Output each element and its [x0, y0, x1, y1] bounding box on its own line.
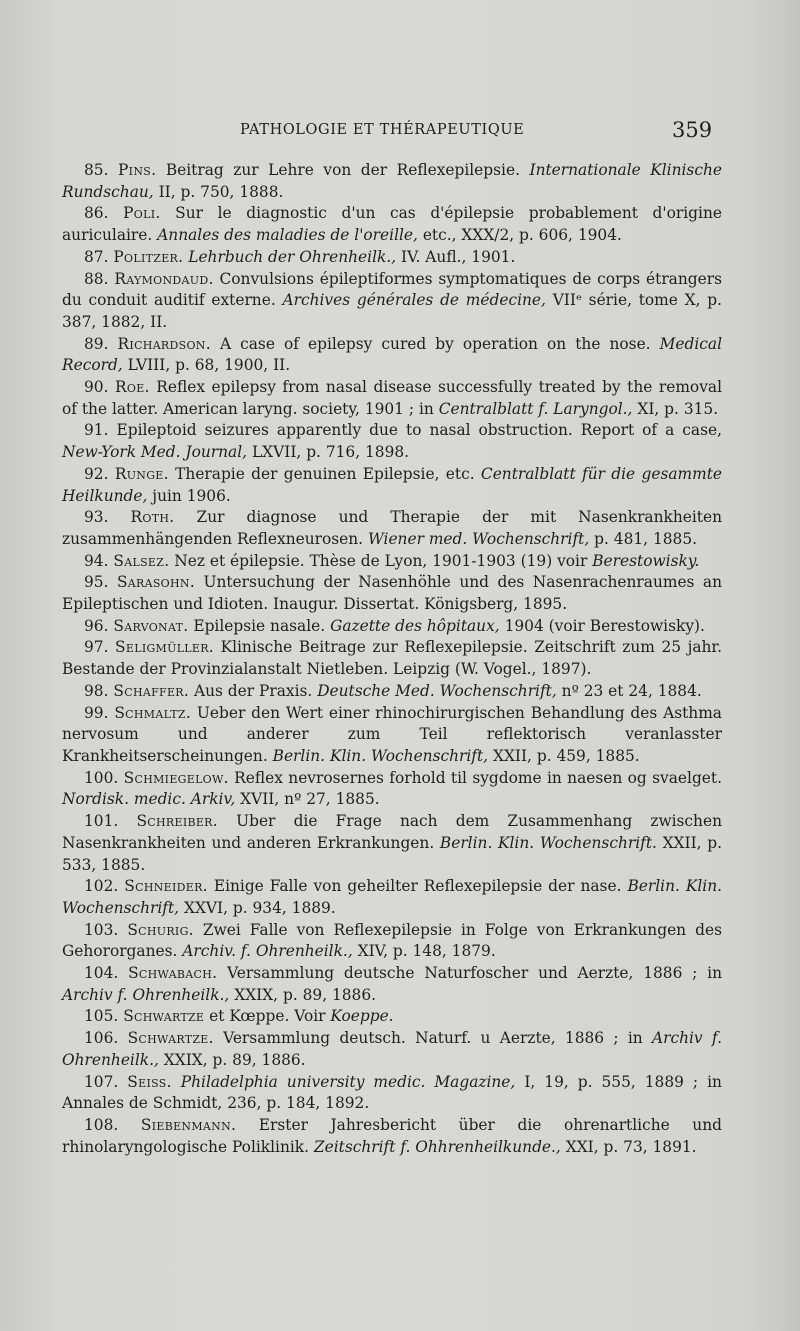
reference-title: Nez et épilepsie. Thèse de Lyon, 1901-1903 (19) voir [174, 551, 588, 570]
reference-author: Sarasohn. [116, 573, 196, 592]
reference-journal: Archives générales de médecine, [282, 291, 546, 310]
reference-title: Versammlung deutsche Naturfoscher und Aerzte, 1886 ; in [227, 964, 722, 983]
reference-journal: Koeppe. [330, 1007, 394, 1026]
reference-author: Schaffer. [113, 681, 190, 700]
reference-list [62, 160, 722, 1158]
reference-entry [62, 572, 722, 615]
reference-title: Klinische Beitrage zur Reflexepilepsie. Zeitschrift zum 25 jahr. Bestande der Provinzialanstalt Nietleben. Leipzig (W. Vogel., 1897). [62, 638, 722, 679]
reference-details: 1904 (voir Berestowisky). [504, 616, 705, 635]
reference-number: 106. [84, 1029, 119, 1048]
reference-number: 89. [84, 334, 109, 353]
reference-title: Sur le diagnostic d'un cas d'épilepsie probablement d'origine auriculaire. [62, 204, 722, 245]
reference-details: LVIII, p. 68, 1900, II. [127, 356, 291, 375]
reference-journal: Archiv. f. Ohrenheilk., [182, 942, 353, 961]
reference-journal: Centralblatt f. Laryngol., [438, 399, 633, 418]
reference-entry [62, 616, 722, 638]
reference-details: LXVII, p. 716, 1898. [251, 443, 410, 462]
reference-title: Convulsions épileptiformes symptomatiques de corps étrangers du conduit auditif externe. [62, 269, 722, 310]
reference-number: 101. [84, 812, 119, 831]
reference-details: I, 19, p. 555, 1889 ; in Annales de Schmidt, 236, p. 184, 1892. [62, 1072, 722, 1113]
reference-author: Seligmüller. [115, 638, 215, 657]
reference-author: Schmaltz. [114, 703, 192, 722]
reference-title: Epileptoid seizures apparently due to nasal obstruction. Report of a case, [116, 421, 722, 440]
reference-journal: Philadelphia university medic. Magazine, [180, 1072, 516, 1091]
reference-author: Roe. [115, 378, 150, 397]
running-head-title: PATHOLOGIE ET THÉRAPEUTIQUE [240, 122, 525, 138]
reference-details: VIIᵉ série, tome X, p. 387, 1882, II. [62, 291, 722, 331]
reference-author: Runge. [114, 464, 169, 483]
reference-entry [62, 160, 722, 203]
reference-entry [62, 920, 722, 963]
reference-author: Sarvonat. [113, 616, 189, 635]
reference-author: Salsez. [113, 551, 170, 570]
reference-number: 92. [84, 464, 109, 483]
reference-title: Einige Falle von geheilter Reflexepilepsie der nase. [213, 877, 622, 896]
reference-number: 99. [84, 703, 109, 722]
reference-author: Politzer. [113, 247, 184, 266]
reference-title: Ueber den Wert einer rhinochirurgischen Behandlung des Asthma nervosum und anderer zum Teil reflektorisch veranlasster Krankheitserscheinungen. [62, 703, 722, 765]
reference-number: 90. [84, 378, 109, 397]
reference-details: XXI, p. 73, 1891. [565, 1137, 697, 1156]
reference-details: XXII, p. 459, 1885. [492, 746, 640, 765]
reference-entry [62, 551, 722, 573]
reference-title: Reflex nevrosernes forhold til sygdome in naesen og svaelget. [234, 768, 722, 787]
reference-number: 103. [84, 920, 119, 939]
reference-entry [62, 1072, 722, 1115]
reference-number: 105. [84, 1007, 119, 1026]
reference-title: Erster Jahresbericht über die ohrenartliche und rhinolaryngologische Poliklinik. [62, 1115, 722, 1156]
reference-number: 98. [84, 681, 109, 700]
reference-number: 91. [84, 421, 109, 440]
reference-number: 94. [84, 551, 109, 570]
reference-journal: Archiv f. Ohrenheilk., [62, 985, 230, 1004]
reference-entry [62, 876, 722, 919]
reference-entry [62, 1028, 722, 1071]
reference-journal: Berlin. Klin. Wochenschrift. [439, 833, 657, 852]
reference-author: Schwartze. [127, 1029, 214, 1048]
reference-number: 104. [84, 964, 119, 983]
reference-number: 93. [84, 508, 109, 527]
reference-journal: Wiener med. Wochenschrift, [367, 529, 590, 548]
reference-entry [62, 507, 722, 550]
reference-author: Schurig. [127, 920, 194, 939]
reference-journal: New-York Med. Journal, [62, 443, 248, 462]
reference-entry [62, 811, 722, 876]
reference-journal: Nordisk. medic. Arkiv, [62, 790, 236, 809]
reference-author: Schneider. [124, 877, 208, 896]
reference-details: juin 1906. [152, 486, 231, 505]
reference-number: 107. [84, 1072, 119, 1091]
reference-details: XIV, p. 148, 1879. [357, 942, 496, 961]
reference-entry [62, 269, 722, 334]
reference-title: Untersuchung der Nasenhöhle und des Nasenrachenraumes an Epileptischen und Idioten. Inaugur. Dissertat. Königsberg, 1895. [62, 573, 722, 614]
reference-entry [62, 464, 722, 507]
reference-number: 97. [84, 638, 109, 657]
reference-title: Aus der Praxis. [193, 681, 313, 700]
reference-title: Zur diagnose und Therapie der mit Nasenkrankheiten zusammenhängenden Reflexneurosen. [62, 508, 722, 548]
reference-title: Versammlung deutsch. Naturf. u Aerzte, 1886 ; in [223, 1029, 643, 1048]
reference-entry [62, 963, 722, 1006]
reference-details: XXVI, p. 934, 1889. [183, 898, 336, 917]
reference-author: Roth. [130, 508, 175, 527]
reference-title: A case of epilepsy cured by operation on the nose. [219, 334, 651, 353]
reference-title: Therapie der genuinen Epilepsie, etc. [175, 464, 475, 483]
reference-journal: Zeitschrift f. Ohhrenheilkunde., [313, 1137, 561, 1156]
reference-entry [62, 247, 722, 269]
reference-entry [62, 420, 722, 463]
reference-journal: Berestowisky. [592, 551, 700, 570]
reference-entry [62, 681, 722, 703]
reference-journal: Gazette des hôpitaux, [330, 616, 500, 635]
reference-entry [62, 703, 722, 768]
reference-number: 96. [84, 616, 109, 635]
reference-number: 88. [84, 269, 109, 288]
reference-entry [62, 768, 722, 811]
reference-title: et Kœppe. Voir [209, 1007, 326, 1026]
reference-author: Poli. [123, 204, 161, 223]
reference-author: Richardson. [117, 334, 211, 353]
reference-details: etc., XXX/2, p. 606, 1904. [422, 226, 622, 245]
reference-journal: Centralblatt für die gesammte Heilkunde, [62, 464, 722, 505]
reference-number: 100. [84, 768, 119, 787]
reference-journal: Medical Record, [62, 334, 722, 375]
reference-details: XXIX, p. 89, 1886. [234, 985, 377, 1004]
reference-journal: Archiv f. Ohrenheilk., [62, 1029, 722, 1069]
reference-author: Raymondaud. [114, 269, 214, 288]
reference-details: XXIX, p. 89, 1886. [163, 1050, 306, 1069]
reference-author: Schwartze [123, 1007, 205, 1026]
reference-entry [62, 203, 722, 246]
reference-number: 102. [84, 877, 119, 896]
reference-title: Uber die Frage nach dem Zusammenhang zwischen Nasenkrankheiten und anderen Erkrankungen. [62, 812, 722, 852]
reference-author: Seiss. [127, 1072, 172, 1091]
reference-entry [62, 334, 722, 377]
reference-details: XXII, p. 533, 1885. [62, 833, 722, 874]
reference-entry [62, 637, 722, 680]
reference-journal: Lehrbuch der Ohrenheilk., [188, 247, 397, 266]
reference-title: Zwei Falle von Reflexepilepsie in Folge von Erkrankungen des Gehororganes. [62, 920, 722, 961]
page-number: 359 [672, 118, 713, 142]
reference-number: 87. [84, 247, 109, 266]
reference-title: Beitrag zur Lehre von der Reflexepilepsie. [165, 161, 520, 179]
reference-details: XVII, nº 27, 1885. [240, 790, 380, 809]
reference-details: IV. Aufl., 1901. [401, 247, 516, 266]
reference-entry [62, 1115, 722, 1158]
reference-journal: Berlin. Klin. Wochenschrift, [272, 746, 489, 765]
reference-journal: Berlin. Klin. Wochenschrift, [62, 877, 722, 917]
reference-title: Epilepsie nasale. [193, 616, 326, 635]
running-head [0, 118, 800, 146]
reference-number: 86. [84, 204, 109, 223]
reference-number: 95. [84, 573, 109, 592]
reference-journal: Deutsche Med. Wochenschrift, [317, 681, 557, 700]
reference-details: II, p. 750, 1888. [158, 182, 284, 201]
reference-details: nº 23 et 24, 1884. [561, 681, 702, 700]
reference-author: Pins. [118, 161, 157, 179]
reference-author: Schreiber. [136, 812, 218, 831]
reference-author: Schmiegelow. [123, 768, 229, 787]
reference-entry [62, 377, 722, 420]
reference-author: Siebenmann. [140, 1115, 237, 1134]
reference-details: p. 481, 1885. [594, 529, 697, 548]
reference-number: 108. [84, 1115, 119, 1134]
reference-details: XI, p. 315. [637, 399, 719, 418]
reference-entry [62, 1006, 722, 1028]
reference-journal: Annales des maladies de l'oreille, [157, 226, 418, 245]
reference-number: 85. [84, 161, 109, 179]
reference-title: Reflex epilepsy from nasal disease successfully treated by the removal of the latter. American laryng. society, 1901 ; in [62, 378, 722, 418]
reference-journal: Internationale Klinische Rundschau, [62, 161, 722, 201]
reference-author: Schwabach. [128, 964, 218, 983]
